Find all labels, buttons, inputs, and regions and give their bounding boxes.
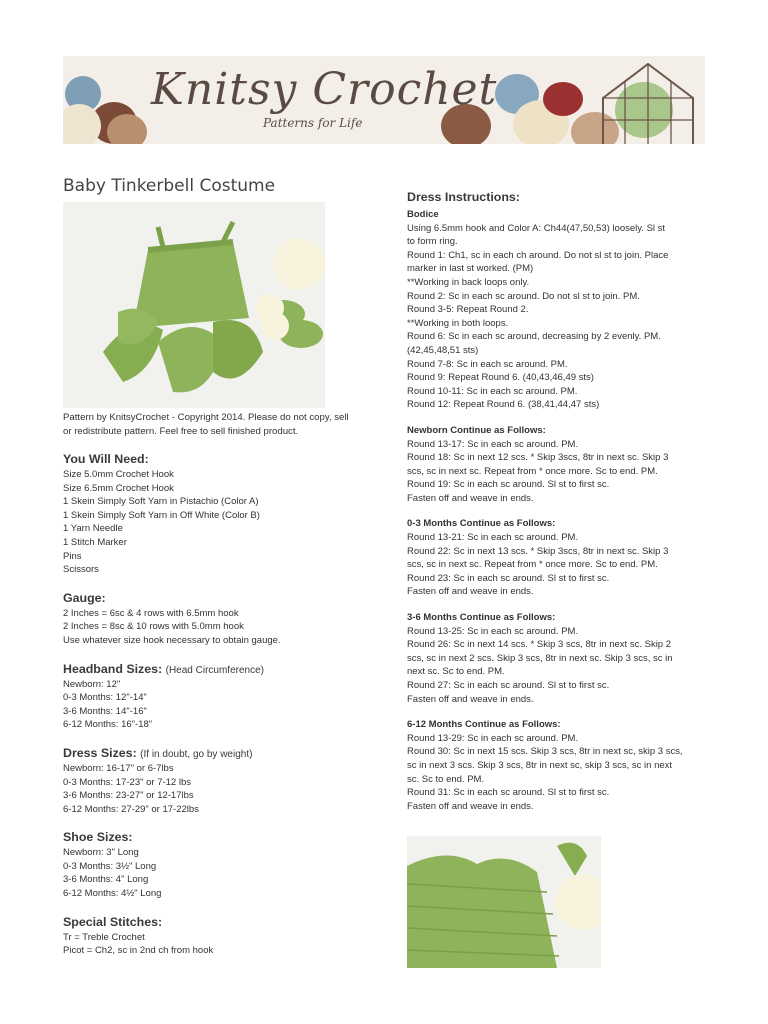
- instruction-line: Round 13-29: Sc in each sc around. PM.: [407, 732, 579, 744]
- dress-sizes-heading: [63, 746, 353, 760]
- bodice-closeup-image: [407, 836, 601, 968]
- instruction-line: Round 7-8: Sc in each sc around. PM.: [407, 358, 568, 370]
- list-item: 2 Inches = 6sc & 4 rows with 6.5mm hook: [63, 607, 239, 619]
- instruction-line: next sc. Sc to end. PM.: [407, 666, 505, 678]
- page-title: Baby Tinkerbell Costume: [63, 176, 276, 196]
- list-item: 1 Skein Simply Soft Yarn in Pistachio (Color A): [63, 496, 259, 508]
- instruction-line: scs, sc in next sc. Repeat from * once more. Sc to end. PM.: [407, 559, 658, 571]
- newborn-section: [407, 424, 707, 506]
- copyright-notice: Pattern by KnitsyCrochet - Copyright 2014. Please do not copy, sell or redistribute pattern. Feel free to sell finished product.: [63, 412, 349, 437]
- list-item: 0-3 Months: 3½" Long: [63, 860, 157, 872]
- list-item: Size 5.0mm Crochet Hook: [63, 469, 174, 480]
- list-item: 6-12 Months: 4½" Long: [63, 888, 162, 900]
- list-item: 3-6 Months: 14"-16": [63, 705, 147, 717]
- you-will-need-heading: You Will Need:: [63, 452, 149, 466]
- costume-photo: [63, 202, 325, 408]
- dress-sizes-note: (If in doubt, go by weight): [140, 748, 253, 760]
- greenhouse-icon: [593, 58, 703, 144]
- instruction-line: Fasten off and weave in ends.: [407, 586, 534, 598]
- instruction-line: scs, sc in next 2 scs. Skip 3 scs, 8tr in next sc. Skip 3 scs, sc in: [407, 652, 673, 664]
- list-item: 2 Inches = 8sc & 10 rows with 5.0mm hook: [63, 621, 244, 633]
- instruction-line: Round 18: Sc in next 12 scs. * Skip 3scs, 8tr in next sc. Skip 3: [407, 452, 669, 464]
- left-column: [63, 176, 353, 958]
- instruction-line: Fasten off and weave in ends.: [407, 800, 534, 812]
- list-item: 1 Stitch Marker: [63, 536, 127, 548]
- list-item: 6-12 Months: 16"-18": [63, 719, 153, 731]
- bodice-detail-photo: [407, 836, 601, 968]
- yarn-ball-red: [543, 82, 583, 116]
- list-item: 1 Skein Simply Soft Yarn in Off White (Color B): [63, 509, 260, 521]
- list-item: Picot = Ch2, sc in 2nd ch from hook: [63, 945, 214, 957]
- instruction-line: marker in last st worked. (PM): [407, 263, 534, 275]
- instruction-line: Round 10-11: Sc in each sc around. PM.: [407, 385, 578, 397]
- instruction-line: Round 30: Sc in next 15 scs. Skip 3 scs, 8tr in next sc, skip 3 scs,: [407, 746, 683, 758]
- instruction-line: Round 22: Sc in next 13 scs. * Skip 3scs, 8tr in next sc. Skip 3: [407, 545, 669, 557]
- instruction-line: Round 3-5: Repeat Round 2.: [407, 304, 529, 316]
- shoe-sizes-heading: Shoe Sizes:: [63, 830, 133, 845]
- list-item: Pins: [63, 550, 82, 562]
- header-banner: [63, 56, 705, 144]
- bodice-section: [407, 208, 707, 412]
- instruction-line: Round 26: Sc in next 14 scs. * Skip 3 scs, 8tr in next sc. Skip 2: [407, 639, 672, 651]
- tinkerbell-dress-image: [63, 202, 325, 408]
- instruction-line: Round 31: Sc in each sc around. Sl st to first sc.: [407, 787, 610, 799]
- headband-heading-text: Headband Sizes:: [63, 661, 163, 676]
- months-6-12-heading: 6-12 Months Continue as Follows:: [407, 719, 561, 731]
- newborn-heading: Newborn Continue as Follows:: [407, 424, 546, 436]
- months-3-6-heading: 3-6 Months Continue as Follows:: [407, 612, 556, 624]
- headband-sizes-section: [63, 662, 353, 732]
- instruction-line: Round 19: Sc in each sc around. Sl st to first sc.: [407, 479, 610, 491]
- list-item: Newborn: 12": [63, 678, 121, 690]
- list-item: Newborn: 3" Long: [63, 847, 139, 859]
- instruction-line: Round 13-21: Sc in each sc around. PM.: [407, 532, 579, 544]
- list-item: 3-6 Months: 23-27" or 12-17lbs: [63, 790, 194, 802]
- instruction-line: Round 13-17: Sc in each sc around. PM.: [407, 438, 579, 450]
- list-item: 0-3 Months: 17-23" or 7-12 lbs: [63, 776, 191, 788]
- headband-note: (Head Circumference): [165, 664, 264, 676]
- list-item: Tr = Treble Crochet: [63, 931, 145, 943]
- list-item: Newborn: 16-17" or 6-7lbs: [63, 762, 174, 774]
- list-item: 6-12 Months: 27-29" or 17-22lbs: [63, 803, 199, 815]
- months-0-3-section: [407, 517, 707, 599]
- gauge-heading: Gauge:: [63, 590, 106, 605]
- instruction-line: Round 13-25: Sc in each sc around. PM.: [407, 625, 579, 637]
- instruction-line: Round 2: Sc in each sc around. Do not sl st to join. PM.: [407, 290, 640, 302]
- bodice-heading: Bodice: [407, 209, 439, 220]
- instruction-line: **Working in back loops only.: [407, 276, 530, 288]
- list-item: 3-6 Months: 4" Long: [63, 874, 149, 886]
- brand-logo: Knitsy Crochet: [151, 64, 498, 115]
- you-will-need-section: [63, 452, 353, 577]
- instruction-line: sc in next 3 scs. Skip 3 scs, 8tr in next sc, skip 3 scs, sc in next: [407, 759, 673, 771]
- months-0-3-heading: 0-3 Months Continue as Follows:: [407, 518, 556, 530]
- list-item: Scissors: [63, 564, 99, 576]
- instruction-line: Fasten off and weave in ends.: [407, 492, 534, 504]
- dress-sizes-section: [63, 746, 353, 816]
- right-column: [407, 190, 707, 813]
- instruction-line: Round 27: Sc in each sc around. Sl st to first sc.: [407, 680, 610, 691]
- instruction-line: **Working in both loops.: [407, 317, 509, 329]
- instruction-line: Round 9: Repeat Round 6. (40,43,46,49 sts): [407, 372, 594, 384]
- months-6-12-section: [407, 718, 707, 813]
- instruction-line: Round 6: Sc in each sc around, decreasing by 2 evenly. PM.: [407, 331, 661, 343]
- yarn-ball-tan: [107, 114, 147, 144]
- months-3-6-section: [407, 611, 707, 706]
- instruction-line: Fasten off and weave in ends.: [407, 693, 534, 705]
- instruction-line: Round 1: Ch1, sc in each ch around. Do not sl st to join. Place: [407, 249, 669, 261]
- list-item: 0-3 Months: 12"-14": [63, 692, 147, 704]
- instruction-line: scs, sc in next sc. Repeat from * once more. Sc to end. PM.: [407, 465, 658, 477]
- instruction-line: sc. Sc to end. PM.: [407, 773, 485, 785]
- list-item: Use whatever size hook necessary to obtain gauge.: [63, 634, 281, 646]
- special-stitches-section: [63, 915, 353, 958]
- special-stitches-heading: Special Stitches:: [63, 914, 163, 929]
- gauge-section: [63, 591, 353, 648]
- instruction-line: (42,45,48,51 sts): [407, 344, 479, 356]
- instruction-line: Round 23: Sc in each sc around. Sl st to first sc.: [407, 572, 610, 584]
- dress-instructions-heading: Dress Instructions:: [407, 190, 520, 204]
- list-item: Size 6.5mm Crochet Hook: [63, 482, 174, 494]
- headband-sizes-heading: [63, 662, 353, 676]
- instruction-line: Using 6.5mm hook and Color A: Ch44(47,50,53) loosely. Sl st: [407, 222, 666, 234]
- list-item: 1 Yarn Needle: [63, 523, 123, 535]
- dress-sizes-heading-text: Dress Sizes:: [63, 745, 137, 760]
- instruction-line: to form ring.: [407, 236, 458, 248]
- brand-tagline: Patterns for Life: [263, 116, 363, 130]
- instruction-line: Round 12: Repeat Round 6. (38,41,44,47 sts): [407, 399, 600, 411]
- shoe-sizes-section: [63, 830, 353, 900]
